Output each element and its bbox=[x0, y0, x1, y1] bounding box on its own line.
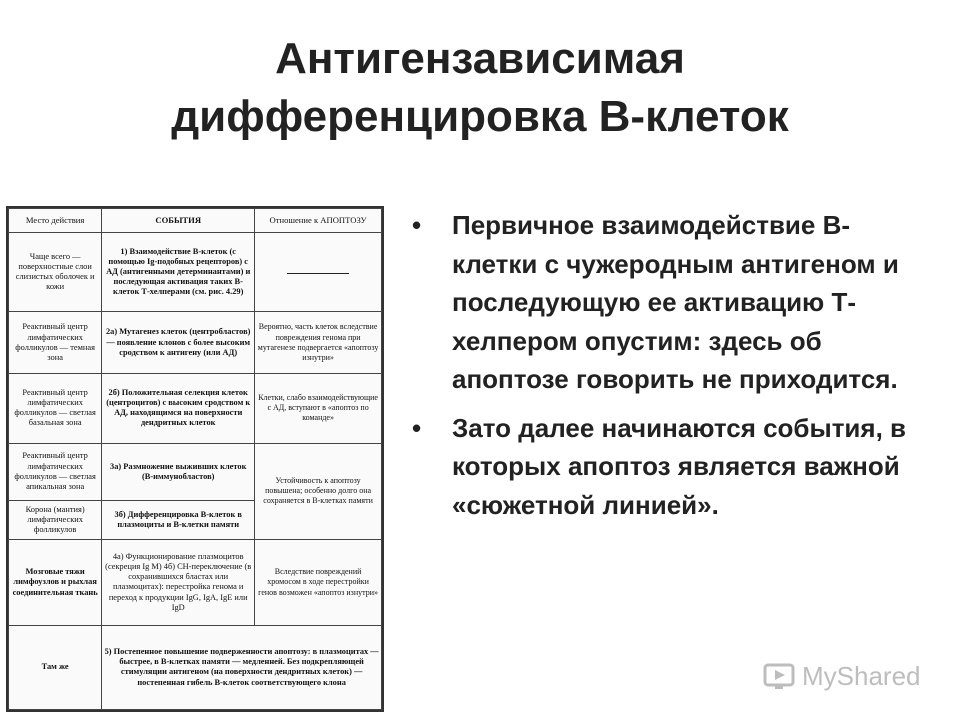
cell-apoptosis: Вероятно, часть клеток вследствие повреждения генома при мутагенезе подвергается «апоптозу изнутри» bbox=[255, 312, 382, 373]
bullet-list bbox=[412, 206, 932, 534]
bullet-item bbox=[412, 409, 932, 525]
table-row bbox=[9, 539, 382, 625]
table-row bbox=[9, 443, 382, 500]
cell-place: Мозговые тяжи лимфоузлов и рыхлая соединительная ткань bbox=[9, 539, 102, 625]
apoptosis-table bbox=[6, 206, 384, 712]
table-row bbox=[9, 312, 382, 373]
bullet-icon: • bbox=[412, 210, 422, 240]
cell-place: Реактивный центр лимфатических фолликулов — темная зона bbox=[9, 312, 102, 373]
table-row bbox=[9, 232, 382, 312]
bullet-text: Зато далее начинаются события, в которых апоптоз является важной «сюжетной линией». bbox=[452, 412, 907, 520]
cell-apoptosis: Вследствие повреждений хромосом в ходе перестройки генов возможен «апоптоз изнутри» bbox=[255, 539, 382, 625]
slide-title-line-1: Антигензависимая bbox=[275, 34, 685, 83]
table-row bbox=[9, 373, 382, 443]
cell-event: 3а) Размножение выживших клеток (В-иммунобластов) bbox=[102, 443, 255, 500]
cell-apoptosis: Клетки, слабо взаимодействующие с АД, вступают в «апоптоз по команде» bbox=[255, 373, 382, 443]
cell-apoptosis bbox=[255, 232, 382, 312]
bullet-icon: • bbox=[412, 412, 422, 443]
table-header-row bbox=[9, 209, 382, 233]
cell-event: 3б) Дифференцировка В-клеток в плазмоциты и В-клетки памяти bbox=[102, 500, 255, 539]
watermark bbox=[762, 656, 921, 696]
cell-place: Чаще всего — поверхностные слои слизистых оболочек и кожи bbox=[9, 232, 102, 312]
table-row bbox=[9, 625, 382, 709]
cell-place: Реактивный центр лимфатических фолликулов — светлая базальная зона bbox=[9, 373, 102, 443]
cell-place: Там же bbox=[9, 625, 102, 709]
watermark-text: MyShared bbox=[802, 660, 921, 691]
slide-title-line-2: дифференцировка В-клеток bbox=[171, 92, 789, 141]
cell-apoptosis: Устойчивость к апоптозу повышена; особенно долго она сохраняется в В-клетках памяти bbox=[255, 443, 382, 539]
header-events: СОБЫТИЯ bbox=[102, 209, 255, 233]
empty-dash bbox=[287, 273, 349, 274]
cell-place: Корона (мантия) лимфатических фолликулов bbox=[9, 500, 102, 539]
bullet-item bbox=[412, 206, 932, 399]
table-grid bbox=[8, 208, 382, 710]
slide-title bbox=[40, 30, 920, 146]
bullet-text: Первичное взаимодействие В-клетки с чужеродным антигеном и последующую ее активацию Т-хелпером опустим: здесь об апоптозе говорить не приходится. bbox=[452, 210, 899, 394]
header-apoptosis: Отношение к АПОПТОЗУ bbox=[255, 209, 382, 233]
cell-event: 4а) Функционирование плазмоцитов (секреция Ig M) 4б) CH-переключение (в сохранившихся бластах или плазмоцитах): перестройка генома и переход к продукции IgG, IgA, IgE или IgD bbox=[102, 539, 255, 625]
cell-event: 2а) Мутагенез клеток (центробластов) — появление клонов с более высоким сродством к антигену (или АД) bbox=[102, 312, 255, 373]
cell-event: 1) Взаимодействие В-клеток (с помощью Ig-подобных рецепторов) с АД (антигенными детерминантами) и последующая активация таких В-клеток Т-хелперами (см. рис. 4.29) bbox=[102, 232, 255, 312]
cell-event: 5) Постепенное повышение подверженности апоптозу: в плазмоцитах — быстрее, в В-клетках памяти — медленней. Без подкрепляющей стимуляции антигеном (на поверхности дендритных клеток) — постепенная гибель В-клеток соответствующего клона bbox=[102, 625, 382, 709]
myshared-logo-icon bbox=[762, 659, 796, 693]
cell-event: 2б) Положительная селекция клеток (центроцитов) с высоким сродством к АД, находящимся на поверхности дендритных клеток bbox=[102, 373, 255, 443]
header-place: Место действия bbox=[9, 209, 102, 233]
cell-place: Реактивный центр лимфатических фолликулов — светлая апикальная зона bbox=[9, 443, 102, 500]
